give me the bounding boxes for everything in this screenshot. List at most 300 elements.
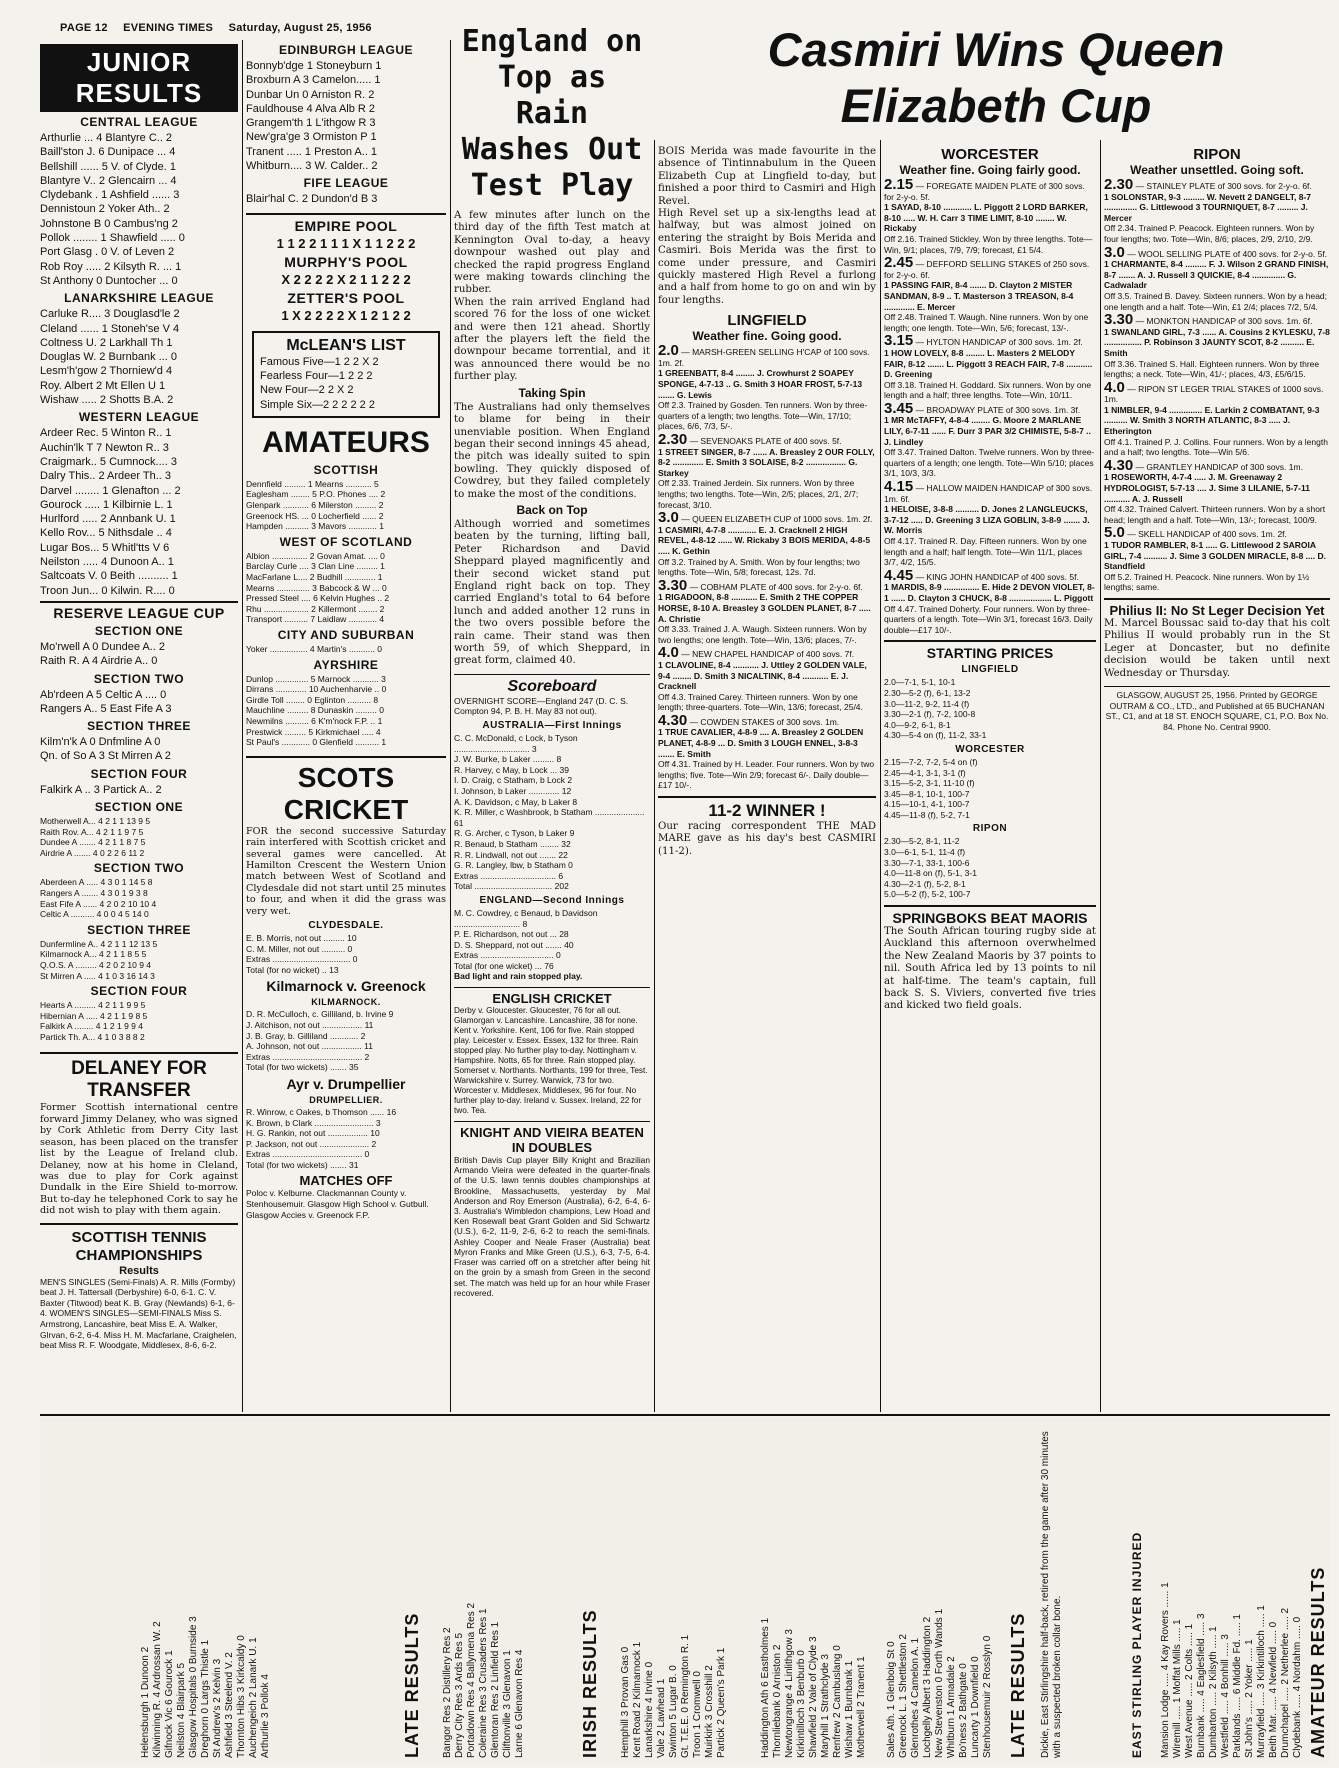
lingfield-races xyxy=(658,342,876,791)
result-row: Rangers A.. 5 East Fife A 3 xyxy=(40,702,172,715)
result-row: Roy. Albert 2 Mt Ellen U 1 xyxy=(40,379,166,392)
race-entry xyxy=(1104,176,1330,245)
result-row: St Anthony 0 Duntocher ... 0 xyxy=(40,274,178,287)
scots-cricket-article: FOR the second successive Saturday rain interfered with Scottish cricket and several games were cancelled. At Hamilton Crescent the Western Union match between West of Scotland and Clydesdale did not start until 25 minutes to four, and when it did the grass was very wet. xyxy=(246,825,446,917)
race-entry xyxy=(658,644,876,713)
late-result: Stenhousemuir 2 Rosslyn 0 xyxy=(982,1635,993,1758)
race-name: — QUEEN ELIZABETH CUP of 1000 sovs. 1m. 2f. xyxy=(678,514,873,525)
england-paragraph: Although worried and sometimes beaten by the turning, lifting ball, Peter Richardson and David Sheppard played magnificently and their second wicket stand put England right back on top. They carried England's total to 64 before lunch and added another 12 runs in the two overs possible before the rain came. Their stand was then worth 59, of which Sheppard, in great form, claimed 40. xyxy=(454,518,650,667)
late-result: Luncarty 1 Downfield 0 xyxy=(970,1656,981,1758)
irish-results-list xyxy=(442,1418,576,1758)
result-row: Carluke R.... 3 Douglasd'le 2 xyxy=(40,308,180,321)
result-row: Bonnyb'dge 1 Stoneyburn 1 xyxy=(246,60,382,72)
race-entry xyxy=(884,478,1096,568)
race-placings: 1 GREENBATT, 8-4 ........ J. Crowhurst 2 SOAPEY SPONGE, 4-7-13 .. G. Smith 3 HOAR FROST, 5-7-13 ....... G. Lewis xyxy=(658,368,863,400)
fife-league-heading: FIFE LEAGUE xyxy=(303,176,389,191)
late-result: Swinton 5 Lugar B. 0 xyxy=(668,1665,679,1758)
section-heading: SECTION ONE xyxy=(94,623,184,638)
section-heading: SECTION THREE xyxy=(87,719,191,734)
race-placings: 1 TRUE CAVALIER, 4-8-9 .... A. Breasley 2 GOLDEN PLANET, 4-8-9 ... D. Smith 3 LOUGH ENNEL, 3-8-3 ....... E. Smith xyxy=(658,727,864,759)
result-row: Raith R. A 4 Airdrie A.. 0 xyxy=(40,655,158,668)
race-name: — STAINLEY PLATE of 300 sovs. for 2-y-o. 6f. xyxy=(1133,181,1312,191)
race-details: Off 2.48. Trained T. Waugh. Nine runners. Won by one length; one length. Tote—Win, 5/6; forecast, 13/-. xyxy=(884,312,1089,333)
printer-imprint: GLASGOW, AUGUST 25, 1956. Printed by GEORGE OUTRAM & CO., LTD., and Published at 65 BUCHANAN ST., C1, and at 18 ST. ENOCH SQUARE, C1, P.O. Box No. 84. Phone No. Central 9900. xyxy=(1104,686,1330,732)
result-row: Dennfield ......... 1 Mearns ........... 5 xyxy=(246,478,379,489)
race-time: 4.15 xyxy=(884,478,914,496)
race-title xyxy=(884,332,1096,350)
late-result: Mansion Lodge ..... 4 Kay Rovers ...... 1 xyxy=(1160,1582,1171,1758)
result-row: Wishaw ..... 2 Shotts B.A. 2 xyxy=(40,394,174,407)
race-details: Off 2.34. Trained P. Peacock. Eighteen runners. Won by four lengths; two. Tote—Win, 8/6; places, 2/9, 2/10, 2/9. xyxy=(1104,223,1315,244)
england-second-innings-heading: ENGLAND—Second Innings xyxy=(479,894,625,906)
score-line: P. E. Richardson, not out ... 28 xyxy=(454,929,569,940)
result-row: MacFarlane L.... 2 Budhill ............. 1 xyxy=(246,572,383,583)
late-result: Derry City Res 3 Ards Res 5 xyxy=(454,1632,465,1758)
late-results-list xyxy=(886,1418,1004,1758)
central-league-results xyxy=(40,131,238,288)
mcleans-list-heading: McLEAN'S LIST xyxy=(286,336,406,354)
lingfield-heading: LINGFIELD xyxy=(727,312,807,330)
price-line: 5.0—5-2 (f), 5-2, 100-7 xyxy=(884,889,971,900)
scots-cricket-headline: SCOTS CRICKET xyxy=(246,756,446,826)
late-result: Murrayfield ..... 3 Kirkintilloch ..... 1 xyxy=(1256,1605,1267,1758)
race-name: — RIPON ST LEGER TRIAL STAKES of 1000 sovs. 1m. xyxy=(1104,383,1324,405)
price-line: 2.30—5-2, 8-1, 11-2 xyxy=(884,836,960,847)
late-result: Cliftonville 3 Glenavon 1 xyxy=(502,1650,513,1758)
late-results-heading: LATE RESULTS xyxy=(1008,1612,1028,1758)
philius-article: M. Marcel Boussac said to-day that his colt Philius II would probably run in the St Leger at Doncaster, but no definite decision would be taken until next Wednesday or Thursday. xyxy=(1104,617,1330,679)
east-stirling-heading: EAST STIRLING PLAYER INJURED xyxy=(1130,1531,1144,1758)
race-placings: 1 MARDIS, 8-9 ............... E. Hide 2 DEVON VIOLET, 8-1 ...... D. Clayton 3 CHUCK, 8-8 .................. L. Piggott xyxy=(884,582,1095,603)
pool-line: New Four—2 2 X 2 xyxy=(260,384,354,397)
late-result: Greenock L. 1 Shettleston 2 xyxy=(898,1634,909,1758)
worcester-going: Weather fine. Going fairly good. xyxy=(899,163,1081,177)
race-title xyxy=(884,478,1096,504)
score-line: Total (for one wicket) ... 76 xyxy=(454,960,554,971)
race-details: Off 4.32. Trained Calvert. Thirteen runners. Won by a short head; length and a half. Tote—Win, 13/-; forecast, 100/9. xyxy=(1104,504,1326,525)
matches-off-heading: MATCHES OFF xyxy=(299,1173,393,1189)
casmiri-headline: Casmiri Wins Queen Elizabeth Cup xyxy=(767,23,1225,132)
result-row: Pressed Steel .... 6 Kelvin Hughes .. 2 xyxy=(246,593,390,604)
tennis-headline: SCOTTISH TENNIS CHAMPIONSHIPS xyxy=(40,1223,238,1265)
late-result: Haddington Ath 6 Eastholmes 1 xyxy=(760,1617,771,1758)
result-row: Yoker ................ 4 Martin's ........... 0 xyxy=(246,643,382,654)
result-row: Fauldhouse 4 Alva Alb R 2 xyxy=(246,102,376,115)
result-row: Ab'rdeen A 5 Celtic A .... 0 xyxy=(40,688,167,701)
english-cricket-heading: ENGLISH CRICKET xyxy=(454,987,650,1006)
result-row: Arthurlie ... 4 Blantyre C.. 2 xyxy=(40,132,173,144)
result-row: Kilm'n'k A 0 Dnfmline A 0 xyxy=(40,736,161,749)
score-line: Total (for two wickets) ....... 31 xyxy=(246,1159,359,1170)
race-title xyxy=(658,509,876,527)
masthead xyxy=(60,22,384,34)
race-time: 3.15 xyxy=(884,332,914,350)
table-row: Airdrie A ....... 4 0 2 2 6 11 2 xyxy=(40,847,145,858)
ayr-drumpellier-heading: Ayr v. Drumpellier xyxy=(286,1075,406,1092)
matches-off-list: Poloc v. Kelburne. Clackmannan County v. Stenhousemuir. Glasgow High School v. Gutbull. Glasgow Accies v. Greenock F.P. xyxy=(246,1188,429,1220)
result-row: Port Glasg . 0 V. of Leven 2 xyxy=(40,246,175,259)
late-result: Ashfield 3 Steelend V. 2 xyxy=(224,1652,235,1758)
race-title xyxy=(884,566,1096,584)
result-row: Tranent ..... 1 Preston A.. 1 xyxy=(246,145,378,158)
score-line: E. B. Morris, not out ......... 10 xyxy=(246,932,357,943)
late-result: Neilston 4 Blairpark 5 xyxy=(176,1662,187,1758)
west-of-scotland-results xyxy=(246,551,446,625)
race-name: — HYLTON HANDICAP of 300 sovs. 1m. 2f. xyxy=(913,337,1083,348)
section-heading: SECTION FOUR xyxy=(90,766,188,781)
late-result: Parklands ..... 6 Middle Fd. ..... 1 xyxy=(1232,1614,1243,1758)
score-line: Extras ............................... 0 xyxy=(454,950,561,961)
table-row: Dundee A ....... 4 2 1 1 8 7 5 xyxy=(40,837,146,848)
race-time: 3.45 xyxy=(884,399,914,417)
amateur-results-heading: AMATEUR RESULTS xyxy=(1308,1566,1328,1758)
race-entry xyxy=(884,566,1096,636)
result-row: Ardeer Rec. 5 Winton R.. 1 xyxy=(40,427,172,440)
west-of-scotland-heading: WEST OF SCOTLAND xyxy=(279,534,413,549)
table-row: Falkirk A ........ 4 1 2 1 9 9 4 xyxy=(40,1021,143,1032)
edinburgh-amateurs-column xyxy=(246,40,446,1412)
league-table xyxy=(40,816,238,858)
england-paragraph: A few minutes after lunch on the third day of the fifth Test match at Kennington Oval to-day, a heavy downpour washed out play and checked the rapid progress England were making towards clinching the rubber. xyxy=(454,210,650,296)
late-result: Arthurlie 3 Pollok 4 xyxy=(260,1674,271,1758)
late-result: Wiremill ..... 1 Moffat Mills ..... 1 xyxy=(1172,1619,1183,1758)
score-line: J. Aitchison, not out ................. 11 xyxy=(246,1019,374,1030)
league-table xyxy=(40,1000,238,1042)
late-result: Glenrothes 4 Camelon A. 1 xyxy=(910,1637,921,1758)
table-row: Q.O.S. A ......... 4 2 0 2 10 9 4 xyxy=(40,959,152,970)
winner-note: Our racing correspondent THE MAD MARE gave as his day's best CASMIRI (11-2). xyxy=(658,821,876,857)
issue-date: Saturday, August 25, 1956 xyxy=(228,22,372,34)
table-heading: SECTION THREE xyxy=(87,922,191,937)
late-result: West Avenue ..... 2 Colts ..... 1 xyxy=(1184,1623,1195,1758)
late-result: Kilwinning R. 4 Ardrossan W. 2 xyxy=(152,1621,163,1758)
score-line: Extras ................................ 6 xyxy=(454,870,564,881)
column-rule xyxy=(1100,140,1101,1412)
sp-worcester-heading: WORCESTER xyxy=(955,743,1025,755)
result-row: Neilston ..... 4 Dunoon A.. 1 xyxy=(40,556,174,569)
australia-scorecard xyxy=(454,733,650,892)
score-line: Total (for no wicket) .. 13 xyxy=(246,964,339,975)
result-row: Kello Rov... 5 Nithsdale .. 4 xyxy=(40,527,172,540)
result-row: Dunlop .............. 5 Marnock ........... 3 xyxy=(246,673,386,684)
section-results xyxy=(40,688,238,717)
kilmarnock-scores xyxy=(246,1009,446,1073)
score-line: G. R. Langley, lbw, b Statham 0 xyxy=(454,860,573,871)
race-name: — NEW CHAPEL HANDICAP of 400 sovs. 7f. xyxy=(678,649,855,660)
late-result: Glasgow Hospitals 0 Burnside 3 xyxy=(188,1616,199,1758)
worcester-races xyxy=(884,176,1096,635)
section-results xyxy=(40,735,238,764)
race-name: — COBHAM PLATE of 400 sovs. for 2-y-o. 6f. xyxy=(687,581,863,592)
fife-league-results xyxy=(246,192,446,206)
price-line: 2.0—7-1, 5-1, 10-1 xyxy=(884,677,956,688)
drumpellier-subheading: DRUMPELLIER. xyxy=(309,1094,383,1105)
race-placings: 1 CHARMANTE, 8-4 ......... F. J. Wilson 2 GRAND FINISH, 8-7 ....... A. J. Russell 3 QUICKIE, 8-4 .............. G. Cadwaladr xyxy=(1104,259,1329,291)
clydesdale-heading: CLYDESDALE. xyxy=(308,919,384,931)
result-row: New'gra'ge 3 Ormiston P 1 xyxy=(246,131,377,144)
result-row: Gourock ..... 1 Kilbirnie L. 1 xyxy=(40,498,173,511)
score-line: R. Benaud, b Statham ........ 32 xyxy=(454,838,571,849)
sp-ripon-rows xyxy=(884,836,1096,900)
race-details: Off 4.1. Trained P. J. Collins. Four runners. Won by a length and a half; two lengths. Tote—Win 5/6. xyxy=(1104,436,1328,458)
race-time: 3.0 xyxy=(658,509,679,527)
score-line: R. Harvey, c May, b Lock ... 39 xyxy=(454,764,569,775)
race-time: 5.0 xyxy=(1104,524,1125,542)
score-line: C. M. Miller, not out .......... 0 xyxy=(246,943,353,954)
price-line: 3.45—8-1, 10-1, 100-7 xyxy=(884,788,970,799)
price-line: 4.30—2-1 (f), 5-2, 8-1 xyxy=(884,878,966,889)
late-result: Kirkintilloch 3 Benburb 0 xyxy=(796,1650,807,1758)
race-entry xyxy=(1104,456,1330,526)
race-name: — MARSH-GREEN SELLING H'CAP of 100 sovs. 1m. 2f. xyxy=(658,347,870,368)
late-result: Thornliebank 0 Arniston 2 xyxy=(772,1644,783,1758)
result-row: Darvel ........ 1 Glenafton ... 2 xyxy=(40,484,181,497)
springboks-article: The South African touring rugby side at Auckland this afternoon overwhelmed the New Zealand Maoris by 37 points to nil. South Africa led by 13 points to nil at half-time. The team's captain, full back S. S. Viviers, converted five tries and kicked two field goals. xyxy=(884,926,1096,1012)
race-details: Off 3.47. Trained Dalton. Twelve runners. Won by three-quarters of a length; one length. Tote—Win 5/10; places 3/1, 10/3, 3/3. xyxy=(884,447,1095,479)
scottish-heading: SCOTTISH xyxy=(313,462,379,477)
delaney-article: Former Scottish international centre forward Jimmy Delaney, who was signed by Cork Athletic from Derry City last season, has been placed on the transfer list by the League of Ireland club. Delaney, now at his home in Cleland, was due to play for Cork against Dundalk in the Eire Shield to-morrow. But to-day he telephoned Cork to say he did not wish to play with them again. xyxy=(40,1102,238,1217)
race-name: — FOREGATE MAIDEN PLATE of 300 sovs. for 2-y-o. 5f. xyxy=(884,181,1085,202)
race-details: Off 4.17. Trained R. Day. Fifteen runners. Won by one length and a half; half length. Tote—Win 11/1, places 3/7, 4/2, 15/5. xyxy=(884,536,1087,568)
city-suburban-heading: CITY AND SUBURBAN xyxy=(277,627,415,642)
late-results-list xyxy=(140,1418,398,1758)
result-row: Troon Jun... 0 Kilwin. R.... 0 xyxy=(40,584,175,597)
table-row: Rangers A ....... 4 3 0 1 9 3 8 xyxy=(40,887,148,898)
price-line: 4.30—5-4 on (f), 11-2, 33-1 xyxy=(884,730,987,741)
race-details: Off 2.3. Trained by Gosden. Ten runners. Won by three-quarters of a length; two lengths. Tote—Win, 17/10; places, 6/6, 7/3, 5/-. xyxy=(658,400,868,432)
race-title xyxy=(884,254,1096,280)
race-name: — BROADWAY PLATE of 300 sovs. 1m. 3f. xyxy=(913,404,1081,415)
worcester-heading: WORCESTER xyxy=(941,146,1039,163)
result-row: Pollok ........ 1 Shawfield ..... 0 xyxy=(40,232,185,245)
race-name: — KING JOHN HANDICAP of 400 sovs. 5f. xyxy=(913,571,1079,582)
race-entry xyxy=(1104,378,1330,458)
late-result: Portadown Res 4 Ballymena Res 2 xyxy=(466,1602,477,1758)
result-row: Dennistoun 2 Yoker Ath.. 2 xyxy=(40,203,170,216)
price-line: 3.30—7-1, 33-1, 100-6 xyxy=(884,857,970,868)
race-details: Off 4.47. Trained Doherty. Four runners. Won by three-quarters of a length. Tote—Win 3/1, forecast 16/3. Daily double—£17 10/-. xyxy=(884,603,1093,635)
late-result: Dumbarton ..... 2 Kilsyth ..... 1 xyxy=(1208,1626,1219,1758)
result-row: Grangem'th 1 L'ithgow R 3 xyxy=(246,117,376,130)
result-row: Coltness U. 2 Larkhall Th 1 xyxy=(40,336,173,349)
race-placings: 1 TUDOR RAMBLER, 8-1 ..... G. Littlewood 2 SAROIA GIRL, 7-4 .......... J. Sime 3 GOLDEN MIRACLE, 8-8 .... D. Standfield xyxy=(1104,540,1326,572)
late-result: Burnbank ..... 4 Eaglesfield ..... 3 xyxy=(1196,1613,1207,1758)
edinburgh-league-results xyxy=(246,59,446,173)
race-details: Off 3.33. Trained J. A. Waugh. Sixteen runners. Won by two lengths; one length. Tote—Win, 13/6; places, 7/-. xyxy=(658,624,867,645)
late-result: Lochgelly Albert 3 Haddington 2 xyxy=(922,1616,933,1758)
late-result: Gifnock Vic 6 Gourock 1 xyxy=(164,1650,175,1758)
western-league-results xyxy=(40,426,238,598)
result-row: Clydebank . 1 Ashfield ...... 3 xyxy=(40,189,180,202)
race-name: — WOOL SELLING PLATE of 400 sovs. for 2-y-o. 5f. xyxy=(1124,248,1328,259)
sp-worcester-rows xyxy=(884,757,1096,821)
ayrshire-results xyxy=(246,674,446,748)
late-result: Wishaw 1 Burnbank 1 xyxy=(844,1660,855,1758)
race-entry xyxy=(1104,243,1330,313)
race-entry xyxy=(884,399,1096,479)
scoreboard-heading: Scoreboard xyxy=(454,674,650,696)
late-result: Partick 2 Queen's Park 1 xyxy=(716,1647,727,1758)
taking-spin-subhead: Taking Spin xyxy=(518,385,586,400)
race-details: Off 4.3. Trained Carey. Thirteen runners. Won by one length; three-quarters. Tote—Win, 13/6; forecast, 25/4. xyxy=(658,691,863,713)
table-heading: SECTION ONE xyxy=(94,799,184,814)
race-placings: 1 STREET SINGER, 8-7 ...... A. Breasley 2 OUR FOLLY, 8-2 ............. E. Smith 3 SOLAISE, 8-2 ................. G. Starkey xyxy=(658,446,875,478)
price-line: 3.30—2-1 (f), 7-2, 100-8 xyxy=(884,709,976,720)
price-line: 4.15—10-1, 4-1, 100-7 xyxy=(884,799,970,810)
race-details: Off 2.33. Trained Jerdein. Six runners. Won by three lengths; two lengths. Tote—Win, 2/5; places, 2/1, 2/7; forecast, 3/10. xyxy=(658,478,859,510)
price-line: 4.0—11-8 on (f), 5-1, 3-1 xyxy=(884,868,977,879)
race-name: — COWDEN STAKES of 300 sovs. 1m. xyxy=(687,716,840,727)
score-line: C. C. McDonald, c Lock, b Tyson ................................ 3 xyxy=(454,733,578,754)
result-row: Mauchline ......... 8 Dunaskin ......... 0 xyxy=(246,705,384,716)
late-result: Gt. T.E.E. 0 Remington R. 1 xyxy=(680,1634,691,1758)
league-table xyxy=(40,877,238,919)
race-details: Off 5.2. Trained H. Peacock. Nine runners. Won by 1½ lengths; same. xyxy=(1104,571,1310,593)
race-time: 4.30 xyxy=(1104,456,1134,474)
score-line: Total (for two wickets) ....... 35 xyxy=(246,1062,359,1073)
score-line: I. Johnson, b Laker ............. 12 xyxy=(454,785,572,796)
table-row: Motherwell A... 4 2 1 1 13 9 5 xyxy=(40,815,151,826)
score-line: Total ................................. 202 xyxy=(454,881,569,892)
zetter-pool-line: 1 X 2 2 2 2 X 1 2 1 2 2 xyxy=(281,307,411,323)
sp-ripon-heading: RIPON xyxy=(972,823,1008,835)
late-results-list xyxy=(620,1418,754,1758)
result-row: Auchin'lk T 7 Newton R.. 3 xyxy=(40,441,169,454)
late-result: Motherwell 2 Tranent 1 xyxy=(856,1656,867,1758)
race-name: — GRANTLEY HANDICAP of 300 sovs. 1m. xyxy=(1133,461,1303,472)
late-result: Glentoran Res 2 Linfield Res 1 xyxy=(490,1621,501,1758)
race-placings: 1 SAYAD, 8-10 ............ L. Piggott 2 LORD BARKER, 8-10 ..... W. H. Carr 3 TIME LIMIT, 8-10 ........ W. Rickaby xyxy=(884,202,1088,234)
race-title xyxy=(884,399,1096,417)
late-result: St John's ..... 2 Yoker ..... 1 xyxy=(1244,1639,1255,1758)
score-line: M. C. Cowdrey, c Benaud, b Davidson ............................ 8 xyxy=(454,907,598,929)
race-placings: 1 SOLONSTAR, 9-3 ......... W. Nevett 2 DANGELT, 8-7 .............. G. Littlewood 3 TOURNIQUET, 8-7 ......... J. Mercer xyxy=(1104,191,1312,223)
reserve-league-cup-heading: RESERVE LEAGUE CUP xyxy=(40,601,238,621)
england-headline: England on Top as Rain Washes Out Test Play xyxy=(461,24,643,203)
score-line: R. Winrow, c Oakes, b Thomson ...... 16 xyxy=(246,1106,397,1117)
result-row: Hampden .......... 3 Mavors ............ 1 xyxy=(246,521,384,532)
late-result: Troon 1 Cromwell 0 xyxy=(692,1671,703,1758)
mcleans-list-lines xyxy=(260,355,432,412)
late-result: Helensburgh 1 Dunoon 2 xyxy=(140,1646,151,1758)
clydesdale-scores xyxy=(246,933,446,975)
zetter-pool-heading: ZETTER'S POOL xyxy=(287,289,405,306)
play-stopped-note: Bad light and rain stopped play. xyxy=(454,971,583,982)
race-placings: 1 MR McTAFFY, 4-8-4 ........ G. Moore 2 MARLANE LILY, 6-7-11 ...... F. Durr 3 PAR 3/2 CHIMISTE, 5-8-7 .. J. Lindley xyxy=(884,415,1091,447)
result-row: Mearns .............. 3 Babcock & W ... 0 xyxy=(246,582,387,593)
result-row: Cleland ...... 1 Stoneh'se V 4 xyxy=(40,322,180,335)
race-title xyxy=(658,644,876,662)
score-line: J. W. Burke, b Laker ......... 8 xyxy=(454,754,562,765)
race-time: 4.30 xyxy=(658,711,688,729)
result-row: Saltcoats V. 0 Beith .......... 1 xyxy=(40,570,178,583)
price-line: 2.45—4-1, 3-1, 3-1 (f) xyxy=(884,767,966,778)
england-scorecard xyxy=(454,908,650,972)
murphy-pool-line: X 2 2 2 2 X 2 1 1 2 2 2 xyxy=(281,271,411,287)
late-result: Muirkirk 3 Crosshill 2 xyxy=(704,1665,715,1758)
result-row: Prestwick ......... 5 Kirkmichael ..... 4 xyxy=(246,726,381,737)
race-details: Off 3.5. Trained B. Davey. Sixteen runners. Won by a head; one length and a half. Tote—Win, £1 2/4; places 7/2, 5/4. xyxy=(1104,290,1328,312)
late-result: Kent Road 2 Kilmarnock 1 xyxy=(632,1641,643,1758)
result-row: Girdle Toll ........ 0 Eglinton .......... 8 xyxy=(246,694,379,705)
table-row: Kilmarnock A... 4 2 1 1 8 5 5 xyxy=(40,949,147,960)
lingfield-column xyxy=(658,146,876,1412)
ripon-races xyxy=(1104,176,1330,593)
irish-results-heading: IRISH RESULTS xyxy=(580,1609,600,1758)
result-row: Dalry This.. 2 Ardeer Th.. 3 xyxy=(40,470,172,483)
england-paragraph: The Australians had only themselves to blame for being in their unenviable position. When England began their second innings 45 ahead, the pitch was ideally suited to spin bowling. They quickly disposed of Cowdrey, but they failed completely to make the most of the conditions. xyxy=(454,401,650,500)
score-line: D. S. Sheppard, not out ....... 40 xyxy=(454,939,574,950)
junior-results-column xyxy=(40,44,238,1412)
race-name: — SEVENOAKS PLATE of 400 sovs. 5f. xyxy=(687,436,842,447)
result-row: Bellshill ...... 5 V. of Clyde. 1 xyxy=(40,160,176,173)
race-time: 4.0 xyxy=(658,644,679,662)
race-name: — DEFFORD SELLING STAKES of 250 sovs. for 2-y-o. 6f. xyxy=(884,259,1090,280)
result-row: Whitburn.... 3 W. Calder.. 2 xyxy=(246,160,378,173)
result-row: Dirrans ............. 10 Auchenharvie .. 0 xyxy=(246,684,387,695)
tennis-sub: Results xyxy=(119,1264,159,1277)
table-row: Hibernian A ..... 4 2 1 1 9 8 5 xyxy=(40,1010,148,1021)
late-results-list xyxy=(760,1418,880,1758)
delaney-headline: DELANEY FOR TRANSFER xyxy=(40,1052,238,1102)
race-title xyxy=(1104,378,1330,405)
result-row: Mo'rwell A 0 Dundee A.. 2 xyxy=(40,640,166,653)
paper-name: EVENING TIMES xyxy=(123,22,214,34)
score-line: A. Johnson, not out ................. 11 xyxy=(246,1041,373,1052)
race-entry xyxy=(884,176,1096,255)
race-title xyxy=(1104,243,1330,261)
result-row: Blantyre V.. 2 Glencairn ... 4 xyxy=(40,174,177,187)
winner-headline: 11-2 WINNER ! xyxy=(658,796,876,821)
race-entry xyxy=(1104,311,1330,380)
race-name: — MONKTON HANDICAP of 300 sovs. 1m. 6f. xyxy=(1133,316,1313,327)
knight-vieira-headline: KNIGHT AND VIEIRA BEATEN IN DOUBLES xyxy=(454,1121,650,1155)
race-time: 4.45 xyxy=(884,566,914,584)
late-result: Auchengeich 2 Lanark U. 1 xyxy=(248,1637,259,1758)
pool-line: Famous Five—1 2 2 X 2 xyxy=(260,355,379,368)
city-suburban-results xyxy=(246,644,446,655)
result-row: Greenock HS. ... 0 Locherfield ...... 2 xyxy=(246,510,384,521)
race-details: Off 3.18. Trained H. Goddard. Six runners. Won by one length and a half; three lengths. Tote—Win, 10/11. xyxy=(884,379,1092,401)
score-line: K. R. Miller, c Washbrook, b Statham ..................... 61 xyxy=(454,807,645,828)
late-result: Clydebank ..... 4 Nordahm ..... 0 xyxy=(1292,1616,1303,1758)
result-row: Rob Roy ..... 2 Kilsyth R. ... 1 xyxy=(40,260,182,273)
race-placings: 1 NIMBLER, 9-4 .............. E. Larkin 2 COMBATANT, 9-3 .......... W. Smith 3 NORTH ATLANTIC, 8-3 ..... J. Etherington xyxy=(1104,404,1320,437)
race-time: 2.15 xyxy=(884,176,914,193)
english-cricket-results: Derby v. Gloucester. Gloucester, 76 for all out. Glamorgan v. Lancashire. Lancashire, 38 for none. Kent v. Yorkshire. Kent, 106 for five. Rain stopped play. Leicester v. Essex. Essex, 132 for three. Rain stopped play. No further play to-day. Nottingham v. Hampshire. Notts, 65 for three. Rain stopped play. Somerset v. Northants. Northants, 199 for three, Test. Warwickshire v. Surrey. Warwick, 73 for two. Worcester v. Middlesex. Middlesex, 96 for four. No further play to-day. Ireland v. Sussex. Ireland, 22 for two. Tea. xyxy=(454,1006,648,1116)
result-row: Broxburn A 3 Camelon..... 1 xyxy=(246,74,381,87)
table-row: Dunfermline A.. 4 2 1 1 12 13 5 xyxy=(40,938,158,949)
late-result: Vale 2 Lawhead 1 xyxy=(656,1678,667,1758)
section-heading: SECTION TWO xyxy=(93,671,185,686)
score-line: Extras ...................................... 0 xyxy=(246,1149,370,1160)
result-row: Rhu ................... 2 Killermont ........ 2 xyxy=(246,603,385,614)
table-heading: SECTION TWO xyxy=(93,861,185,876)
amateurs-headline: AMATEURS xyxy=(262,425,430,459)
drumpellier-scores xyxy=(246,1107,446,1171)
price-line: 2.30—5-2 (f), 6-1, 13-2 xyxy=(884,687,971,698)
race-time: 2.30 xyxy=(658,431,688,449)
score-line: Extras ................................. 0 xyxy=(246,954,358,965)
result-row: Eaglesham ........ 5 P.O. Phones .... 2 xyxy=(246,489,386,500)
race-title xyxy=(658,576,876,594)
race-entry xyxy=(1104,524,1330,593)
late-result: St Andrew's 2 Kelvin 3 xyxy=(212,1658,223,1758)
table-row: Raith Rov. A... 4 2 1 1 9 7 5 xyxy=(40,826,144,837)
race-title xyxy=(1104,456,1330,474)
philius-headline: Philius II: No St Leger Decision Yet xyxy=(1104,598,1330,618)
kilmarnock-subheading: KILMARNOCK. xyxy=(311,997,381,1008)
